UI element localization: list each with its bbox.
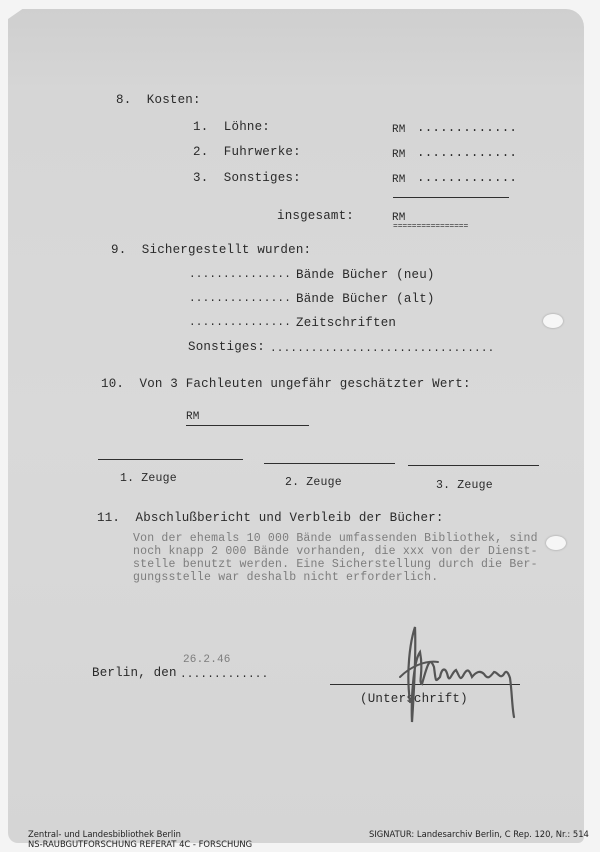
cost-item-value: ............. (417, 171, 518, 185)
report-line: noch knapp 2 000 Bände vorhanden, die xxx von der Dienst- (133, 545, 538, 558)
secured-item-label: Zeitschriften (296, 316, 397, 330)
value-line (186, 425, 309, 426)
date-dots: ............. (180, 669, 269, 681)
cost-item-label: 1. Löhne: (193, 120, 271, 134)
secured-item-label: Bände Bücher (neu) (296, 268, 435, 282)
punch-hole (543, 314, 563, 328)
footer-signatur: SIGNATUR: Landesarchiv Berlin, C Rep. 120, Nr.: 514 (369, 829, 589, 839)
cost-item-currency: RM (392, 124, 406, 136)
section9-heading: 9. Sichergestellt wurden: (111, 243, 312, 257)
cost-item-currency: RM (392, 149, 406, 161)
witness-label: 2. Zeuge (285, 476, 342, 489)
cost-item-value: ............. (417, 146, 518, 160)
footer-line: NS-RAUBGUTFORSCHUNG REFERAT 4C - FORSCHUNG (28, 839, 253, 849)
total-label: insgesamt: (277, 209, 355, 223)
place-label: Berlin, den (92, 666, 177, 680)
handwritten-signature (380, 622, 530, 727)
report-line: gungsstelle war deshalb nicht erforderlich. (133, 571, 439, 584)
witness-label: 1. Zeuge (120, 472, 177, 485)
report-line: stelle benutzt werden. Eine Sicherstellung durch die Ber- (133, 558, 538, 571)
other-label: Sonstiges: (188, 340, 266, 354)
quantity-dots: ............... (189, 269, 292, 281)
witness-label: 3. Zeuge (436, 479, 493, 492)
signature-label: (Unterschrift) (360, 692, 468, 706)
footer-institution (28, 829, 252, 849)
section8-heading: 8. Kosten: (116, 93, 201, 107)
section11-heading: 11. Abschlußbericht und Verbleib der Bücher: (97, 511, 444, 525)
quantity-dots: ............... (189, 317, 292, 329)
other-dots: ................................. (270, 343, 495, 355)
cost-item-label: 2. Fuhrwerke: (193, 145, 301, 159)
value-currency: RM (186, 411, 200, 423)
cost-item-value: ............. (417, 121, 518, 135)
total-double-underline: ================ (393, 222, 469, 231)
cost-item-label: 3. Sonstiges: (193, 171, 301, 185)
handwritten-date: 26.2.46 (183, 654, 231, 666)
report-line: Von der ehemals 10 000 Bände umfassenden Bibliothek, sind (133, 532, 538, 545)
punch-hole (546, 536, 566, 550)
witness-signature-line (408, 465, 539, 466)
section10-heading: 10. Von 3 Fachleuten ungefähr geschätzter Wert: (101, 377, 471, 391)
cost-item-currency: RM (392, 174, 406, 186)
quantity-dots: ............... (189, 293, 292, 305)
secured-item-label: Bände Bücher (alt) (296, 292, 435, 306)
witness-signature-line (264, 463, 395, 464)
total-currency: RM (392, 212, 406, 224)
witness-signature-line (98, 459, 243, 460)
sum-rule (393, 197, 509, 198)
footer-line: Zentral- und Landesbibliothek Berlin (28, 829, 181, 839)
